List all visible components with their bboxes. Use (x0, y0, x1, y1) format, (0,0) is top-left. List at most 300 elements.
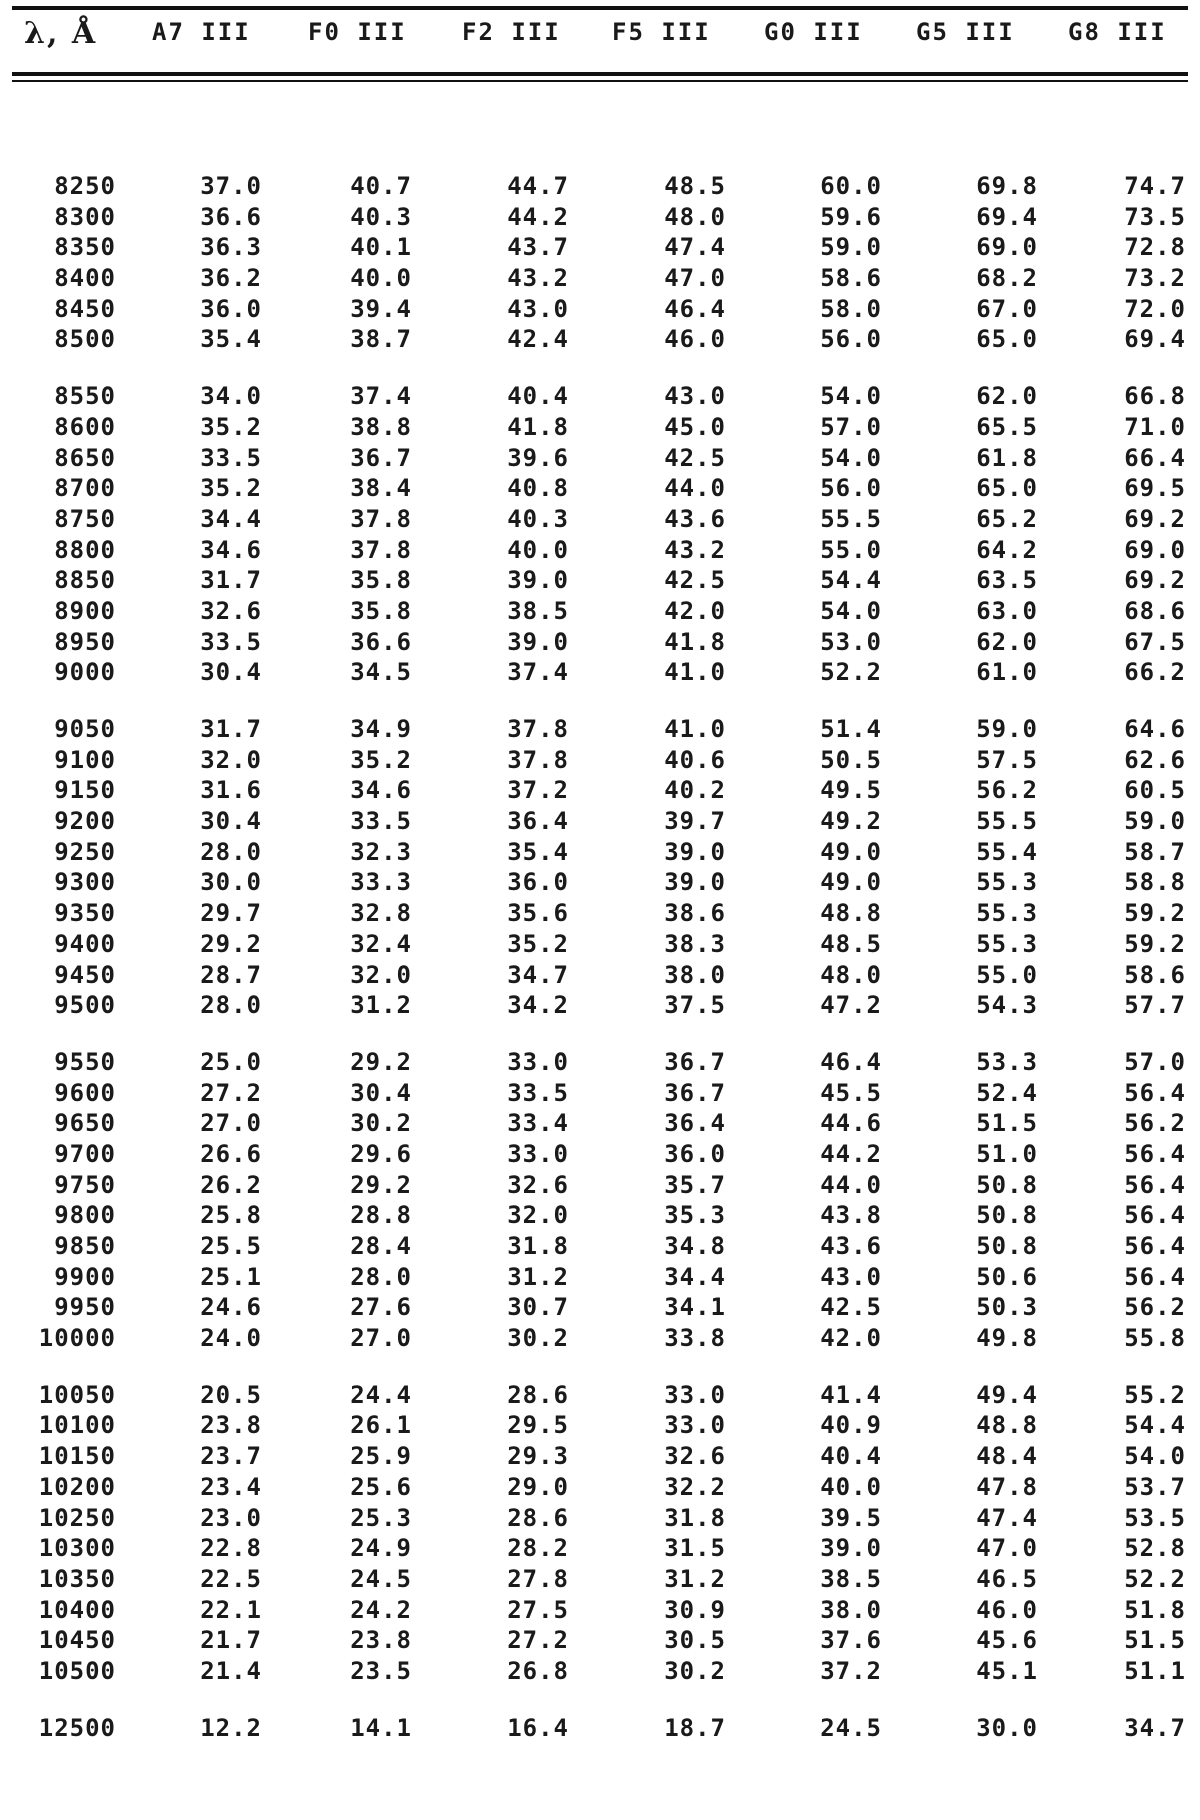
value-cell: 35.3 (664, 1201, 726, 1230)
value-cell: 37.6 (820, 1626, 882, 1655)
value-cell: 56.2 (1124, 1293, 1186, 1322)
value-cell: 58.8 (1124, 868, 1186, 897)
wavelength-cell: 9100 (54, 745, 116, 774)
value-cell: 37.5 (664, 991, 726, 1020)
value-cell: 54.0 (820, 382, 882, 411)
value-cell: 55.0 (820, 535, 882, 564)
value-cell: 24.6 (200, 1293, 262, 1322)
value-cell: 40.3 (350, 202, 412, 231)
value-cell: 52.4 (976, 1078, 1038, 1107)
value-cell: 55.3 (976, 929, 1038, 958)
value-cell: 43.6 (664, 504, 726, 533)
value-cell: 43.2 (664, 535, 726, 564)
value-cell: 35.6 (507, 899, 569, 928)
value-cell: 50.5 (820, 745, 882, 774)
table-row (0, 1324, 1200, 1355)
value-cell: 29.2 (200, 929, 262, 958)
value-cell: 42.0 (820, 1324, 882, 1353)
value-cell: 48.8 (976, 1411, 1038, 1440)
value-cell: 21.7 (200, 1626, 262, 1655)
value-cell: 27.5 (507, 1595, 569, 1624)
value-cell: 34.1 (664, 1293, 726, 1322)
value-cell: 28.6 (507, 1503, 569, 1532)
value-cell: 37.8 (507, 715, 569, 743)
wavelength-cell: 9650 (54, 1109, 116, 1138)
value-cell: 49.5 (820, 776, 882, 805)
value-cell: 37.8 (507, 745, 569, 774)
value-cell: 39.0 (507, 627, 569, 656)
value-cell: 47.8 (976, 1472, 1038, 1501)
value-cell: 64.2 (976, 535, 1038, 564)
value-cell: 29.6 (350, 1139, 412, 1168)
value-cell: 74.7 (1124, 172, 1186, 200)
value-cell: 57.0 (1124, 1047, 1186, 1076)
value-cell: 30.7 (507, 1293, 569, 1322)
value-cell: 31.2 (664, 1564, 726, 1593)
value-cell: 23.7 (200, 1442, 262, 1471)
wavelength-cell: 8450 (54, 294, 116, 323)
value-cell: 39.0 (664, 868, 726, 897)
value-cell: 34.4 (200, 504, 262, 533)
value-cell: 40.7 (350, 172, 412, 200)
value-cell: 30.4 (200, 807, 262, 836)
row-group (0, 1048, 1200, 1355)
value-cell: 72.8 (1124, 233, 1186, 262)
value-cell: 30.2 (664, 1656, 726, 1685)
table-row (0, 597, 1200, 628)
value-cell: 38.7 (350, 325, 412, 354)
value-cell: 43.0 (664, 382, 726, 411)
value-cell: 40.3 (507, 504, 569, 533)
value-cell: 38.3 (664, 929, 726, 958)
value-cell: 32.0 (350, 960, 412, 989)
value-cell: 34.7 (507, 960, 569, 989)
value-cell: 40.6 (664, 745, 726, 774)
value-cell: 47.4 (976, 1503, 1038, 1532)
table-row (0, 1565, 1200, 1596)
wavelength-cell: 10400 (38, 1595, 116, 1624)
table-row (0, 776, 1200, 807)
value-cell: 48.8 (820, 899, 882, 928)
wavelength-cell: 8400 (54, 264, 116, 293)
value-cell: 29.2 (350, 1170, 412, 1199)
value-cell: 50.6 (976, 1262, 1038, 1291)
row-group (0, 172, 1200, 356)
value-cell: 55.8 (1124, 1324, 1186, 1353)
wavelength-cell: 10000 (38, 1324, 116, 1353)
value-cell: 40.0 (350, 264, 412, 293)
value-cell: 38.6 (664, 899, 726, 928)
value-cell: 51.5 (976, 1109, 1038, 1138)
value-cell: 59.0 (1124, 807, 1186, 836)
value-cell: 66.2 (1124, 658, 1186, 687)
value-cell: 69.4 (1124, 325, 1186, 354)
table-row (0, 1714, 1200, 1745)
value-cell: 30.2 (507, 1324, 569, 1353)
table-row (0, 203, 1200, 234)
value-cell: 23.8 (350, 1626, 412, 1655)
value-cell: 45.5 (820, 1078, 882, 1107)
value-cell: 36.6 (200, 202, 262, 231)
value-cell: 52.2 (1124, 1564, 1186, 1593)
value-cell: 16.4 (507, 1713, 569, 1742)
value-cell: 32.6 (200, 596, 262, 625)
value-cell: 43.2 (507, 264, 569, 293)
value-cell: 69.2 (1124, 504, 1186, 533)
value-cell: 32.0 (200, 745, 262, 774)
value-cell: 41.8 (664, 627, 726, 656)
value-cell: 36.7 (664, 1047, 726, 1076)
value-cell: 66.8 (1124, 382, 1186, 411)
table-row (0, 505, 1200, 536)
value-cell: 67.0 (976, 294, 1038, 323)
value-cell: 44.2 (820, 1139, 882, 1168)
value-cell: 12.2 (200, 1713, 262, 1742)
value-cell: 26.1 (350, 1411, 412, 1440)
value-cell: 46.0 (664, 325, 726, 354)
value-cell: 69.5 (1124, 474, 1186, 503)
value-cell: 49.0 (820, 837, 882, 866)
value-cell: 33.5 (200, 443, 262, 472)
value-cell: 51.4 (820, 715, 882, 743)
value-cell: 38.5 (507, 596, 569, 625)
value-cell: 35.7 (664, 1170, 726, 1199)
value-cell: 24.4 (350, 1380, 412, 1409)
wavelength-cell: 9350 (54, 899, 116, 928)
value-cell: 68.6 (1124, 596, 1186, 625)
wavelength-cell: 10250 (38, 1503, 116, 1532)
value-cell: 27.6 (350, 1293, 412, 1322)
value-cell: 69.0 (1124, 535, 1186, 564)
value-cell: 43.0 (507, 294, 569, 323)
value-cell: 40.4 (507, 382, 569, 411)
value-cell: 32.6 (664, 1442, 726, 1471)
value-cell: 54.4 (1124, 1411, 1186, 1440)
value-cell: 30.0 (976, 1713, 1038, 1742)
table-row (0, 1657, 1200, 1688)
value-cell: 26.6 (200, 1139, 262, 1168)
value-cell: 67.5 (1124, 627, 1186, 656)
value-cell: 33.3 (350, 868, 412, 897)
value-cell: 42.5 (664, 443, 726, 472)
value-cell: 27.2 (200, 1078, 262, 1107)
value-cell: 38.4 (350, 474, 412, 503)
value-cell: 30.9 (664, 1595, 726, 1624)
value-cell: 39.0 (664, 837, 726, 866)
value-cell: 42.5 (664, 566, 726, 595)
table-row (0, 1381, 1200, 1412)
value-cell: 35.2 (507, 929, 569, 958)
value-cell: 35.2 (350, 745, 412, 774)
wavelength-cell: 12500 (38, 1713, 116, 1742)
value-cell: 36.0 (664, 1139, 726, 1168)
value-cell: 55.3 (976, 899, 1038, 928)
value-cell: 23.4 (200, 1472, 262, 1501)
wavelength-cell: 8500 (54, 325, 116, 354)
wavelength-cell: 8600 (54, 412, 116, 441)
value-cell: 53.5 (1124, 1503, 1186, 1532)
value-cell: 32.3 (350, 837, 412, 866)
value-cell: 38.0 (664, 960, 726, 989)
value-cell: 28.0 (200, 837, 262, 866)
value-cell: 40.9 (820, 1411, 882, 1440)
value-cell: 61.0 (976, 658, 1038, 687)
value-cell: 48.5 (664, 172, 726, 200)
wavelength-cell: 9250 (54, 837, 116, 866)
wavelength-cell: 9700 (54, 1139, 116, 1168)
value-cell: 28.2 (507, 1534, 569, 1563)
value-cell: 33.0 (664, 1411, 726, 1440)
table-header-row (0, 18, 1200, 64)
value-cell: 27.0 (200, 1109, 262, 1138)
value-cell: 36.7 (350, 443, 412, 472)
value-cell: 46.4 (820, 1047, 882, 1076)
value-cell: 35.2 (200, 412, 262, 441)
value-cell: 40.2 (664, 776, 726, 805)
column-header-f2: F2 III (462, 18, 561, 46)
table-row (0, 1201, 1200, 1232)
table-row (0, 413, 1200, 444)
value-cell: 62.6 (1124, 745, 1186, 774)
row-group (0, 715, 1200, 1022)
wavelength-cell: 10050 (38, 1380, 116, 1409)
value-cell: 55.5 (976, 807, 1038, 836)
value-cell: 39.0 (820, 1534, 882, 1563)
table-row (0, 474, 1200, 505)
value-cell: 52.2 (820, 658, 882, 687)
value-cell: 33.5 (507, 1078, 569, 1107)
value-cell: 49.2 (820, 807, 882, 836)
wavelength-cell: 9450 (54, 960, 116, 989)
value-cell: 58.6 (820, 264, 882, 293)
value-cell: 51.1 (1124, 1656, 1186, 1685)
table-row (0, 1442, 1200, 1473)
table-row (0, 899, 1200, 930)
value-cell: 46.4 (664, 294, 726, 323)
value-cell: 32.6 (507, 1170, 569, 1199)
value-cell: 33.5 (350, 807, 412, 836)
value-cell: 28.4 (350, 1232, 412, 1260)
value-cell: 31.7 (200, 715, 262, 743)
value-cell: 59.0 (976, 715, 1038, 743)
wavelength-cell: 10450 (38, 1626, 116, 1655)
value-cell: 48.5 (820, 929, 882, 958)
value-cell: 51.0 (976, 1139, 1038, 1168)
value-cell: 43.7 (507, 233, 569, 262)
table-row (0, 295, 1200, 326)
value-cell: 69.4 (976, 202, 1038, 231)
wavelength-cell: 10300 (38, 1534, 116, 1563)
wavelength-cell: 9400 (54, 929, 116, 958)
value-cell: 60.0 (820, 172, 882, 200)
table-row (0, 1626, 1200, 1657)
wavelength-cell: 8250 (54, 172, 116, 200)
wavelength-cell: 9750 (54, 1170, 116, 1199)
value-cell: 20.5 (200, 1380, 262, 1409)
value-cell: 34.8 (664, 1232, 726, 1260)
table-row (0, 1473, 1200, 1504)
value-cell: 22.5 (200, 1564, 262, 1593)
value-cell: 56.4 (1124, 1078, 1186, 1107)
table-row (0, 1140, 1200, 1171)
value-cell: 24.2 (350, 1595, 412, 1624)
value-cell: 48.0 (820, 960, 882, 989)
table-row (0, 658, 1200, 689)
value-cell: 39.6 (507, 443, 569, 472)
value-cell: 40.0 (820, 1472, 882, 1501)
wavelength-cell: 8750 (54, 504, 116, 533)
value-cell: 73.5 (1124, 202, 1186, 231)
value-cell: 57.7 (1124, 991, 1186, 1020)
wavelength-cell: 9800 (54, 1201, 116, 1230)
value-cell: 37.8 (350, 535, 412, 564)
value-cell: 36.0 (200, 294, 262, 323)
value-cell: 35.8 (350, 596, 412, 625)
value-cell: 24.5 (820, 1713, 882, 1742)
table-row (0, 536, 1200, 567)
value-cell: 57.5 (976, 745, 1038, 774)
value-cell: 56.0 (820, 325, 882, 354)
value-cell: 29.5 (507, 1411, 569, 1440)
value-cell: 36.4 (664, 1109, 726, 1138)
value-cell: 59.6 (820, 202, 882, 231)
value-cell: 56.2 (1124, 1109, 1186, 1138)
wavelength-cell: 8300 (54, 202, 116, 231)
value-cell: 30.0 (200, 868, 262, 897)
value-cell: 26.8 (507, 1656, 569, 1685)
wavelength-cell: 9150 (54, 776, 116, 805)
value-cell: 54.0 (820, 443, 882, 472)
value-cell: 38.0 (820, 1595, 882, 1624)
value-cell: 18.7 (664, 1713, 726, 1742)
table-row (0, 1596, 1200, 1627)
value-cell: 37.8 (350, 504, 412, 533)
column-header-f0: F0 III (308, 18, 407, 46)
value-cell: 55.3 (976, 868, 1038, 897)
value-cell: 29.3 (507, 1442, 569, 1471)
value-cell: 28.0 (200, 991, 262, 1020)
value-cell: 28.7 (200, 960, 262, 989)
value-cell: 30.4 (200, 658, 262, 687)
value-cell: 33.4 (507, 1109, 569, 1138)
value-cell: 53.0 (820, 627, 882, 656)
value-cell: 65.5 (976, 412, 1038, 441)
value-cell: 27.0 (350, 1324, 412, 1353)
wavelength-cell: 10350 (38, 1564, 116, 1593)
table-row (0, 1411, 1200, 1442)
value-cell: 37.2 (820, 1656, 882, 1685)
value-cell: 56.4 (1124, 1201, 1186, 1230)
wavelength-cell: 8550 (54, 382, 116, 411)
value-cell: 27.2 (507, 1626, 569, 1655)
value-cell: 73.2 (1124, 264, 1186, 293)
value-cell: 31.7 (200, 566, 262, 595)
wavelength-cell: 9900 (54, 1262, 116, 1291)
value-cell: 38.8 (350, 412, 412, 441)
value-cell: 34.4 (664, 1262, 726, 1291)
value-cell: 48.4 (976, 1442, 1038, 1471)
value-cell: 25.6 (350, 1472, 412, 1501)
value-cell: 42.5 (820, 1293, 882, 1322)
table-row (0, 566, 1200, 597)
value-cell: 25.1 (200, 1262, 262, 1291)
value-cell: 71.0 (1124, 412, 1186, 441)
value-cell: 33.0 (507, 1139, 569, 1168)
column-header-g0: G0 III (764, 18, 863, 46)
value-cell: 38.5 (820, 1564, 882, 1593)
value-cell: 47.4 (664, 233, 726, 262)
table-row (0, 961, 1200, 992)
value-cell: 28.6 (507, 1380, 569, 1409)
value-cell: 49.8 (976, 1324, 1038, 1353)
value-cell: 55.0 (976, 960, 1038, 989)
value-cell: 34.0 (200, 382, 262, 411)
value-cell: 65.2 (976, 504, 1038, 533)
value-cell: 64.6 (1124, 715, 1186, 743)
value-cell: 44.7 (507, 172, 569, 200)
wavelength-cell: 10500 (38, 1656, 116, 1685)
value-cell: 61.8 (976, 443, 1038, 472)
value-cell: 57.0 (820, 412, 882, 441)
value-cell: 41.4 (820, 1380, 882, 1409)
wavelength-cell: 8950 (54, 627, 116, 656)
value-cell: 40.8 (507, 474, 569, 503)
value-cell: 51.8 (1124, 1595, 1186, 1624)
value-cell: 55.2 (1124, 1380, 1186, 1409)
value-cell: 69.2 (1124, 566, 1186, 595)
value-cell: 29.7 (200, 899, 262, 928)
value-cell: 55.5 (820, 504, 882, 533)
value-cell: 43.0 (820, 1262, 882, 1291)
value-cell: 50.8 (976, 1232, 1038, 1260)
value-cell: 23.0 (200, 1503, 262, 1532)
value-cell: 35.4 (507, 837, 569, 866)
wavelength-cell: 9500 (54, 991, 116, 1020)
value-cell: 36.6 (350, 627, 412, 656)
value-cell: 34.5 (350, 658, 412, 687)
value-cell: 47.0 (976, 1534, 1038, 1563)
value-cell: 46.5 (976, 1564, 1038, 1593)
value-cell: 33.0 (664, 1380, 726, 1409)
table-row (0, 444, 1200, 475)
value-cell: 24.0 (200, 1324, 262, 1353)
value-cell: 23.8 (200, 1411, 262, 1440)
value-cell: 58.0 (820, 294, 882, 323)
value-cell: 50.8 (976, 1170, 1038, 1199)
value-cell: 41.0 (664, 658, 726, 687)
value-cell: 44.0 (664, 474, 726, 503)
value-cell: 32.4 (350, 929, 412, 958)
table-row (0, 382, 1200, 413)
value-cell: 25.5 (200, 1232, 262, 1260)
value-cell: 42.0 (664, 596, 726, 625)
value-cell: 35.4 (200, 325, 262, 354)
value-cell: 35.2 (200, 474, 262, 503)
value-cell: 14.1 (350, 1713, 412, 1742)
wavelength-cell: 9550 (54, 1047, 116, 1076)
wavelength-cell: 10150 (38, 1442, 116, 1471)
wavelength-cell: 10200 (38, 1472, 116, 1501)
header-rule (12, 72, 1188, 76)
table-row (0, 325, 1200, 356)
value-cell: 28.0 (350, 1262, 412, 1291)
value-cell: 24.5 (350, 1564, 412, 1593)
value-cell: 27.8 (507, 1564, 569, 1593)
value-cell: 50.8 (976, 1201, 1038, 1230)
value-cell: 62.0 (976, 627, 1038, 656)
table-row (0, 1263, 1200, 1294)
row-group (0, 382, 1200, 689)
